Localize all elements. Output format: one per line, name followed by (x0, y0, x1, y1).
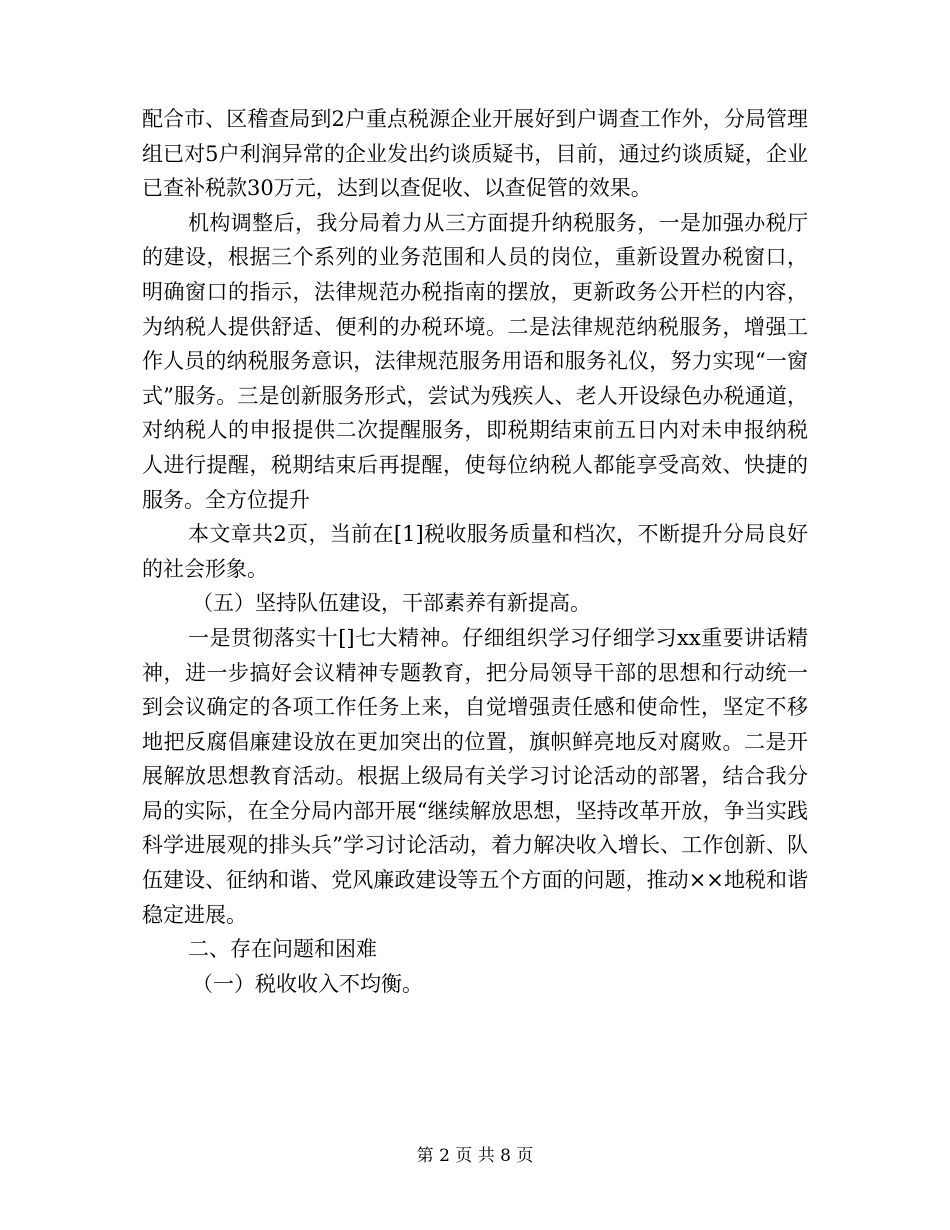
section-heading-problems: 二、存在问题和困难 (188, 937, 377, 962)
page-number-footer: 第 2 页 共 8 页 (416, 1146, 534, 1166)
paragraph-page-notice: 本文章共2页，当前在[1]税收服务质量和档次，不断提升分局良好的社会形象。 (142, 522, 808, 581)
subsection-heading-revenue-imbalance: （一）税收收入不均衡。 (192, 971, 423, 996)
paragraph-audit-results: 配合市、区稽查局到2户重点税源企业开展好到户调查工作外，分局管理组已对5户利润异常的企业发出约谈质疑书，目前，通过约谈质疑，企业已查补税款30万元，达到以查促收、以查促管的效果。 (142, 107, 808, 201)
paragraph-spirit-study: 一是贯彻落实十[]七大精神。仔细组织学习仔细学习xx重要讲话精神，进一步搞好会议精神专题教育，把分局领导干部的思想和行动统一到会议确定的各项工作任务上来，自觉增强责任感和使命性，坚定不移地把反腐倡廉建设放在更加突出的位置，旗帜鲜亮地反对腐败。二是开展解放思想教育活动。根据上级局有关学习讨论活动的部署，结合我分局的实际，在全分局内部开展“继续解放思想，坚持改革开放，争当实践科学进展观的排头兵”学习讨论活动，着力解决收入增长、工作创新、队伍建设、征纳和谐、党风廉政建设等五个方面的问题，推动××地税和谐稳定进展。 (142, 625, 808, 927)
paragraph-tax-service: 机构调整后，我分局着力从三方面提升纳税服务，一是加强办税厅的建设，根据三个系列的业务范围和人员的岗位，重新设置办税窗口，明确窗口的指示，法律规范办税指南的摆放，更新政务公开栏的内容，为纳税人提供舒适、便利的办税环境。二是法律规范纳税服务，增强工作人员的纳税服务意识，法律规范服务用语和服务礼仪，努力实现“一窗式”服务。三是创新服务形式，尝试为残疾人、老人开设绿色办税通道，对纳税人的申报提供二次提醒服务，即税期结束前五日内对未申报纳税人进行提醒，税期结束后再提醒，使每位纳税人都能享受高效、快捷的服务。全方位提升 (142, 210, 808, 512)
section-heading-team-building: （五）坚持队伍建设，干部素养有新提高。 (192, 591, 591, 616)
document-body (142, 102, 808, 1001)
